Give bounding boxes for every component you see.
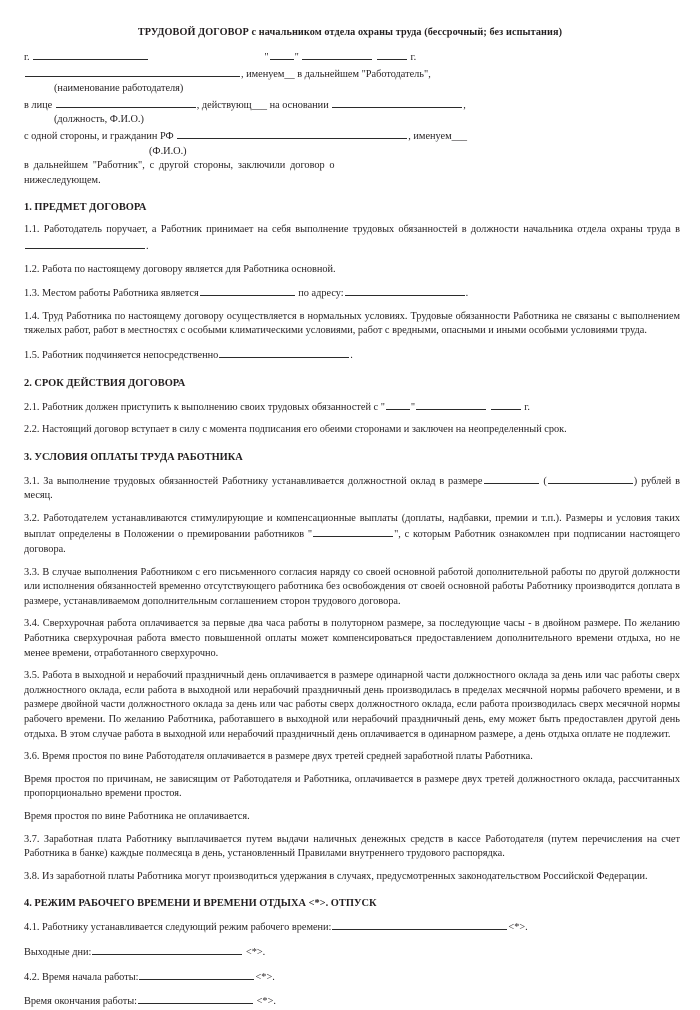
clause-2-1: 2.1. Работник должен приступить к выполнению своих трудовых обязанностей с " " г. — [24, 399, 686, 416]
represented-by-label: в лице — [24, 99, 53, 111]
city-blank-field[interactable] — [33, 49, 148, 60]
preamble-representative-row — [24, 97, 686, 114]
preamble-closing-row-1: в дальнейшем "Работник", с другой стороны, заключили договор о — [24, 160, 335, 172]
clause-3-1-amount-blank-field[interactable] — [484, 473, 539, 484]
year-blank-field[interactable] — [377, 49, 407, 60]
clause-1-2: 1.2. Работа по настоящему договору является для Работника основной. — [24, 263, 336, 275]
section-heading-1: 1. ПРЕДМЕТ ДОГОВОРА — [24, 202, 147, 214]
clause-3-1-tail: рублей в месяц. — [24, 475, 681, 502]
clause-2-1-tail: г. — [524, 401, 530, 413]
page-title: ТРУДОВОЙ ДОГОВОР с начальником отдела охраны труда (бессрочный; без испытания) — [137, 27, 563, 38]
clause-1-4: 1.4. Труд Работника по настоящему договору осуществляется в нормальных условиях. Трудовые обязанности Работника не связаны с выполнением тяжелых работ, работ в местностях с особыми климатическими условиями, работ с вредными, опасными и иными особыми условиями труда. — [24, 310, 680, 337]
clause-4-1-footnote-marker: <*>. — [508, 922, 528, 934]
clause-1-3-place-blank-field[interactable] — [200, 285, 295, 296]
clause-3-7: 3.7. Заработная плата Работнику выплачивается путем выдачи наличных денежных средств в кассе Работодателя (путем перечисления на счет Работника в банке) каждые полмесяца в день, установленный Правилами внутреннего трудового распорядка. — [24, 833, 680, 860]
date-quote-open: " — [264, 52, 269, 63]
month-blank-field[interactable] — [302, 49, 372, 60]
employer-name-caption: (наименование работодателя) — [54, 83, 184, 95]
preamble-city-date-row — [24, 49, 686, 66]
clause-4-2 — [24, 969, 686, 986]
clause-3-6: 3.6. Время простоя по вине Работодателя оплачивается в размере двух третей средней заработной платы Работника. — [24, 751, 533, 763]
day-blank-field[interactable] — [270, 49, 294, 60]
clause-2-1-day-blank-field[interactable] — [386, 399, 410, 410]
preamble-employer-row — [24, 66, 686, 83]
clause-4-1-b — [24, 944, 686, 961]
preamble-citizen-row — [24, 128, 686, 145]
clause-3-2 — [24, 512, 686, 558]
clause-4-2-blank-field[interactable] — [139, 969, 254, 980]
clause-3-1: 3.1. За выполнение трудовых обязанностей Работнику устанавливается должностной оклад в размере ( ) рублей в месяц. — [24, 473, 686, 504]
employer-name-blank-field[interactable] — [25, 66, 240, 77]
position-fio-caption: (должность, Ф.И.О.) — [54, 114, 144, 126]
date-quote-close: " — [294, 52, 299, 63]
citizen-label: с одной стороны, и гражданин РФ — [24, 130, 174, 142]
acting-tail-label: , — [463, 99, 466, 111]
clause-4-1-b-text: Выходные дни: — [24, 946, 92, 958]
clause-4-2-b — [24, 993, 686, 1010]
clause-1-3-text: 1.3. Местом работы Работника является — [24, 288, 199, 300]
contract-preamble — [24, 49, 686, 188]
clause-3-8: 3.8. Из заработной платы Работника могут производиться удержания в случаях, предусмотренных законодательством Российской Федерации. — [24, 870, 648, 882]
clause-3-4: 3.4. Сверхурочная работа оплачивается за первые два часа работы в полуторном размере, за последующие часы - в двойном размере. По желанию Работника сверхурочная работа вместо повышенной оплаты может компенсироваться предоставлением дополнительного времени отдыха, но не менее времени, отработанного сверхурочно. — [24, 618, 680, 659]
section-heading-3: 3. УСЛОВИЯ ОПЛАТЫ ТРУДА РАБОТНИКА — [24, 451, 243, 463]
clause-1-5-tail: . — [350, 349, 353, 361]
clause-3-6-b: Время простоя по причинам, не зависящим от Работодателя и Работника, оплачивается в размере двух третей должностного оклада, рассчитанных пропорционально времени простоя. — [24, 773, 680, 800]
clause-4-2-footnote-marker: <*>. — [255, 971, 275, 983]
clause-3-1-amount-words-blank-field[interactable] — [548, 473, 633, 484]
clause-3-1-text: 3.1. За выполнение трудовых обязанностей Работнику устанавливается должностной оклад в размере — [24, 475, 483, 487]
clause-2-1-month-blank-field[interactable] — [416, 399, 486, 410]
preamble-closing-row-2: нижеследующем. — [24, 174, 101, 186]
clause-1-3-mid: по адресу: — [298, 288, 344, 300]
clause-3-5: 3.5. Работа в выходной и нерабочий праздничный день оплачивается в размере одинарной части должностного оклада за день или час работы сверх должностного оклада, если работа в выходной или нерабочий праздничный день производилась в пределах месячной нормы рабочего времени, и в размере двойной части должностного оклада за день или час работы сверх должностного оклада, если работа производилась сверх месячной нормы рабочего времени. По желанию Работника, работавшего в выходной или нерабочий праздничный день, ему может быть предоставлен другой день отдыха. В этом случае работа в выходной или нерабочий праздничный день оплачивается в одинарном размере, а день отдыха оплате не подлежит. — [24, 670, 680, 740]
section-heading-4: 4. РЕЖИМ РАБОЧЕГО ВРЕМЕНИ И ВРЕМЕНИ ОТДЫХА <*>. ОТПУСК — [24, 898, 377, 910]
city-prefix-label: г. — [24, 52, 30, 63]
year-suffix-label: г. — [410, 52, 417, 63]
representative-blank-field[interactable] — [56, 97, 196, 108]
clause-2-2: 2.2. Настоящий договор вступает в силу с момента подписания его обеими сторонами и заключен на неопределенный срок. — [24, 424, 567, 436]
clause-1-5 — [24, 347, 686, 364]
clause-4-1 — [24, 919, 686, 936]
clause-4-1-b-footnote-marker: <*>. — [245, 946, 266, 958]
clause-3-6-c: Время простоя по вине Работника не оплачивается. — [24, 810, 250, 822]
clause-4-1-text: 4.1. Работнику устанавливается следующий режим рабочего времени: — [24, 922, 332, 934]
clause-1-3-tail: . — [465, 288, 469, 300]
clause-1-1-text: 1.1. Работодатель поручает, а Работник принимает на себя выполнение трудовых обязанностей в должности начальника отдела охраны труда в — [24, 224, 680, 236]
clause-3-2-tail: ", с которым Работник ознакомлен при подписании настоящего договора. — [24, 529, 680, 556]
clause-1-5-blank-field[interactable] — [219, 347, 349, 358]
clause-4-1-b-blank-field[interactable] — [92, 944, 242, 955]
clause-4-2-text: 4.2. Время начала работы: — [24, 971, 139, 983]
clause-1-5-text: 1.5. Работник подчиняется непосредственно — [24, 349, 219, 361]
clause-1-1-tail: . — [146, 240, 149, 252]
acting-label: , действующ___ на основании — [196, 99, 329, 111]
clause-4-2-b-blank-field[interactable] — [138, 993, 253, 1004]
clause-1-1-blank-field[interactable] — [25, 238, 145, 249]
clause-1-3 — [24, 285, 686, 302]
clause-2-1-text: 2.1. Работник должен приступить к выполнению своих трудовых обязанностей с " — [24, 401, 385, 413]
clause-1-3-address-blank-field[interactable] — [345, 285, 465, 296]
clause-1-1 — [24, 223, 686, 254]
fio-caption: (Ф.И.О.) — [149, 145, 187, 157]
clause-3-2-text: 3.2. Работодателем устанавливаются стимулирующие и компенсационные выплаты (доплаты, надбавки, премии и т.п.). Размеры и условия таких выплат определены в Положении о премировании работников " — [24, 512, 680, 541]
clause-4-2-b-text: Время окончания работы: — [24, 996, 138, 1008]
clause-3-3: 3.3. В случае выполнения Работником с его письменного согласия наряду со своей основной работой дополнительной работы по другой должности или исполнения обязанностей временно отсутствующего работника без освобождения от своей основной работы Работнику производится доплата в размере, устанавливаемом дополнительным соглашением сторон трудового договора. — [24, 566, 680, 607]
clause-3-2-blank-field[interactable] — [313, 526, 393, 537]
employer-named-label: , именуем__ в дальнейшем "Работодатель", — [241, 68, 431, 80]
clause-4-2-b-footnote-marker: <*>. — [256, 996, 276, 1008]
clause-2-1-year-blank-field[interactable] — [491, 399, 521, 410]
section-heading-2: 2. СРОК ДЕЙСТВИЯ ДОГОВОРА — [24, 377, 186, 389]
citizen-fio-blank-field[interactable] — [177, 128, 407, 139]
citizen-named-label: , именуем___ — [408, 130, 468, 142]
basis-blank-field[interactable] — [332, 97, 462, 108]
clause-4-1-blank-field[interactable] — [332, 919, 507, 930]
